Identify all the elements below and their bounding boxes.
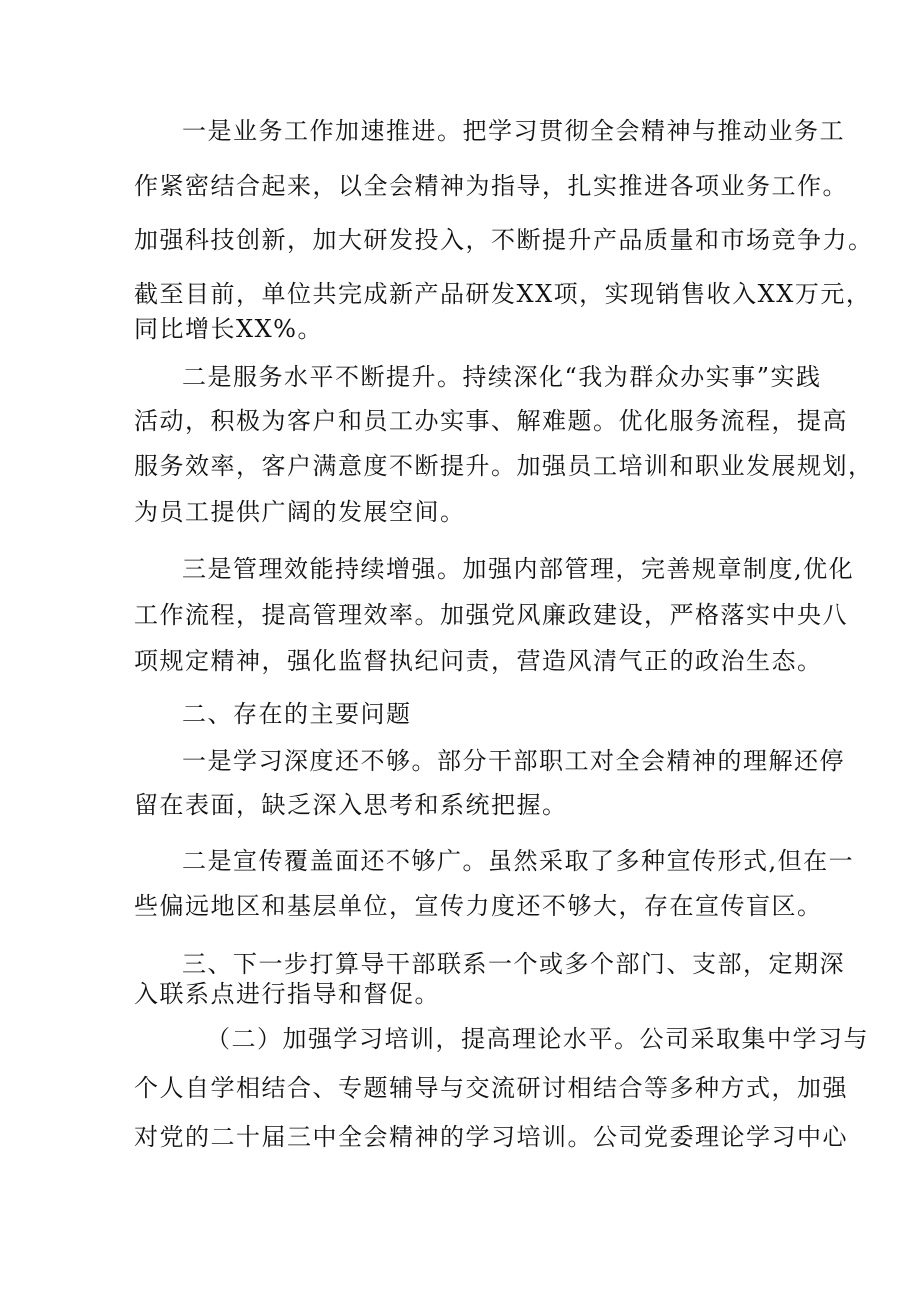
paragraph-line: 加强科技创新，加大研发投入，不断提升产品质量和市场竞争力。: [134, 226, 874, 254]
paragraph-line: 二是服务水平不断提升。持续深化“我为群众办实事”实践: [182, 363, 822, 391]
paragraph-line: 入联系点进行指导和督促。: [134, 980, 440, 1008]
paragraph-line: 活动，积极为客户和员工办实事、解难题。优化服务流程，提高: [134, 407, 848, 435]
paragraph-line: 一是学习深度还不够。部分干部职工对全会精神的理解还停: [182, 747, 845, 775]
paragraph-line: 三是管理效能持续增强。加强内部管理，完善规章制度,优化: [182, 555, 855, 583]
paragraph-line: 为员工提供广阔的发展空间。: [134, 498, 466, 526]
paragraph-line: 留在表面，缺乏深入思考和系统把握。: [134, 791, 568, 819]
paragraph-line: 截至目前，单位共完成新产品研发XX项，实现销售收入XX万元，: [134, 280, 872, 308]
paragraph-line: 个人自学相结合、专题辅导与交流研讨相结合等多种方式，加强: [134, 1074, 848, 1102]
paragraph-line: 工作流程，提高管理效率。加强党风廉政建设，严格落实中央八: [134, 601, 848, 629]
paragraph-line: 项规定精神，强化监督执纪问责，营造风清气正的政治生态。: [134, 647, 823, 675]
paragraph-line: 服务效率，客户满意度不断提升。加强员工培训和职业发展规划，: [134, 452, 874, 480]
paragraph-line: 同比增长XX%。: [134, 315, 323, 343]
paragraph-line: 一是业务工作加速推进。把学习贯彻全会精神与推动业务工: [182, 117, 845, 145]
paragraph-line: 二是宣传覆盖面还不够广。虽然采取了多种宣传形式,但在一: [182, 847, 855, 875]
paragraph-line: 些偏远地区和基层单位，宣传力度还不够大，存在宣传盲区。: [134, 892, 823, 920]
paragraph-line: 对党的二十届三中全会精神的学习培训。公司党委理论学习中心: [134, 1123, 848, 1151]
section-heading: 二、存在的主要问题: [182, 700, 412, 728]
subsection-line: （二）加强学习培训，提高理论水平。公司采取集中学习与: [206, 1025, 869, 1053]
paragraph-line: 作紧密结合起来，以全会精神为指导，扎实推进各项业务工作。: [134, 172, 848, 200]
section-heading: 三、下一步打算导干部联系一个或多个部门、支部，定期深: [182, 950, 845, 978]
